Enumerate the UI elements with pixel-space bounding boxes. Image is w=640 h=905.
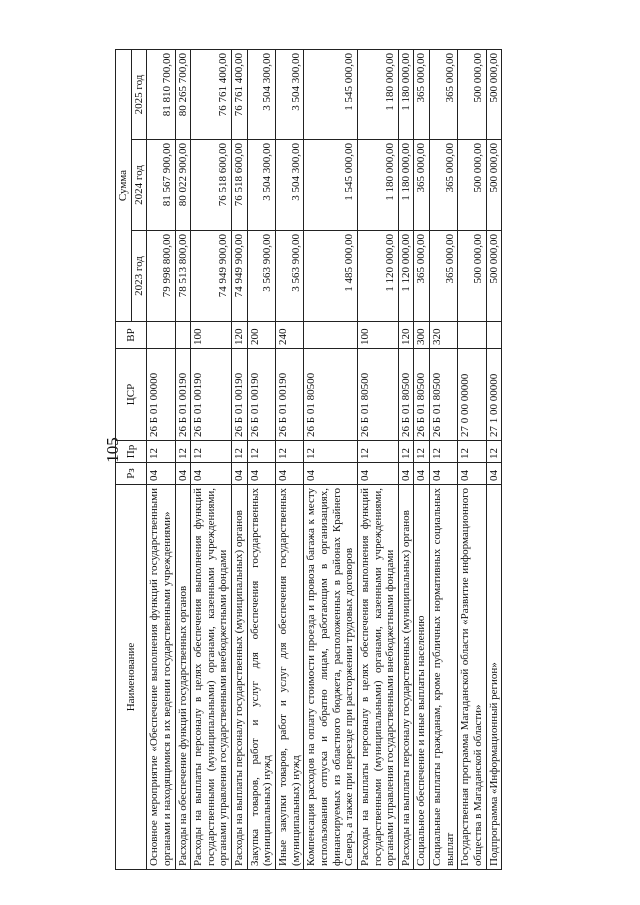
row-csr: 27 1 00 00000 (486, 349, 502, 441)
row-pr: 12 (175, 441, 191, 463)
row-2024: 81 567 900,00 (147, 140, 175, 231)
row-name: Подпрограмма «Информационный регион» (486, 485, 502, 870)
row-pr: 12 (430, 441, 458, 463)
row-vr (175, 322, 191, 349)
row-name: Компенсация расходов на оплату стоимости проезда и провоза багажа к месту использования отпуска и обратно лицам, работающим в организациях, финансируемых из областного бюджета, расположенных в районах Крайнего Севера, а также при переезде при расторжении трудовых договоров (304, 485, 358, 870)
table-row (175, 50, 191, 870)
row-rz: 04 (191, 463, 232, 485)
row-2024: 365 000,00 (430, 140, 458, 231)
row-2024: 76 518 600,00 (191, 140, 232, 231)
row-2023: 78 513 800,00 (175, 231, 191, 322)
row-csr: 26 Б 01 80500 (430, 349, 458, 441)
row-name: Закупка товаров, работ и услуг для обеспечения государственных (муниципальных) нужд (247, 485, 275, 870)
row-vr: 120 (398, 322, 414, 349)
row-csr: 26 Б 01 80500 (304, 349, 358, 441)
row-2024: 1 180 000,00 (398, 140, 414, 231)
row-vr: 240 (276, 322, 304, 349)
row-csr: 26 Б 01 00190 (175, 349, 191, 441)
table-row (247, 50, 275, 870)
row-pr: 12 (486, 441, 502, 463)
table-row (276, 50, 304, 870)
budget-table-rotated (115, 50, 605, 870)
row-2025: 3 504 300,00 (247, 50, 275, 140)
row-2023: 500 000,00 (458, 231, 486, 322)
table-row (147, 50, 175, 870)
row-name: Основное мероприятие «Обеспечение выполнения функций государственными органами и находящимися в их ведении государственными учреждениями» (147, 485, 175, 870)
row-rz: 04 (147, 463, 175, 485)
row-rz: 04 (398, 463, 414, 485)
table-row (414, 50, 430, 870)
row-2023: 79 998 800,00 (147, 231, 175, 322)
row-csr: 26 Б 01 80500 (398, 349, 414, 441)
row-rz: 04 (232, 463, 248, 485)
row-csr: 26 Б 01 00190 (247, 349, 275, 441)
table-row (430, 50, 458, 870)
row-2025: 365 000,00 (430, 50, 458, 140)
row-2025: 80 265 700,00 (175, 50, 191, 140)
row-name: Расходы на выплаты персоналу в целях обеспечения выполнения функций государственными (муниципальными) органами, казенными учреждениями, органами управления государственными внебюджетными фондами (357, 485, 398, 870)
row-2023: 3 563 900,00 (247, 231, 275, 322)
row-2023: 1 120 000,00 (357, 231, 398, 322)
row-pr: 12 (304, 441, 358, 463)
row-2025: 500 000,00 (458, 50, 486, 140)
row-2024: 80 022 900,00 (175, 140, 191, 231)
row-2024: 3 504 300,00 (247, 140, 275, 231)
row-csr: 26 Б 01 00000 (147, 349, 175, 441)
table-row (304, 50, 358, 870)
row-vr: 100 (191, 322, 232, 349)
row-name: Государственная программа Магаданской области «Развитие информационного общества в Магаданской области» (458, 485, 486, 870)
row-2025: 76 761 400,00 (191, 50, 232, 140)
budget-table (115, 49, 502, 870)
table-body (147, 50, 502, 870)
row-csr: 26 Б 01 00190 (191, 349, 232, 441)
row-2025: 1 180 000,00 (357, 50, 398, 140)
row-2023: 500 000,00 (486, 231, 502, 322)
row-2023: 74 949 900,00 (191, 231, 232, 322)
row-2024: 365 000,00 (414, 140, 430, 231)
row-pr: 12 (147, 441, 175, 463)
row-pr: 12 (398, 441, 414, 463)
row-pr: 12 (357, 441, 398, 463)
header-2023: 2023 год (131, 231, 147, 322)
header-2025: 2025 год (131, 50, 147, 140)
page-number: 105 (102, 437, 122, 463)
row-pr: 12 (232, 441, 248, 463)
row-vr (458, 322, 486, 349)
row-vr: 100 (357, 322, 398, 349)
row-2024: 500 000,00 (486, 140, 502, 231)
row-rz: 04 (430, 463, 458, 485)
row-2024: 1 180 000,00 (357, 140, 398, 231)
row-2023: 1 485 000,00 (304, 231, 358, 322)
row-2023: 74 949 900,00 (232, 231, 248, 322)
row-name: Расходы на обеспечение функций государственных органов (175, 485, 191, 870)
header-csr: ЦСР (116, 349, 147, 441)
table-row (398, 50, 414, 870)
row-csr: 26 Б 01 00190 (276, 349, 304, 441)
row-vr: 300 (414, 322, 430, 349)
row-rz: 04 (276, 463, 304, 485)
row-name: Социальное обеспечение и иные выплаты населению (414, 485, 430, 870)
row-vr (486, 322, 502, 349)
row-pr: 12 (276, 441, 304, 463)
row-csr: 27 0 00 00000 (458, 349, 486, 441)
row-name: Иные закупки товаров, работ и услуг для обеспечения государственных (муниципальных) нужд (276, 485, 304, 870)
row-2025: 3 504 300,00 (276, 50, 304, 140)
header-name: Наименование (116, 485, 147, 870)
table-row (232, 50, 248, 870)
row-csr: 26 Б 01 00190 (232, 349, 248, 441)
row-rz: 04 (247, 463, 275, 485)
row-rz: 04 (304, 463, 358, 485)
row-2025: 1 545 000,00 (304, 50, 358, 140)
table-row (191, 50, 232, 870)
row-name: Расходы на выплаты персоналу государственных (муниципальных) органов (232, 485, 248, 870)
row-vr (304, 322, 358, 349)
row-name: Расходы на выплаты персоналу государственных (муниципальных) органов (398, 485, 414, 870)
header-pr: Пр (116, 441, 147, 463)
row-2025: 1 180 000,00 (398, 50, 414, 140)
row-2023: 1 120 000,00 (398, 231, 414, 322)
row-rz: 04 (486, 463, 502, 485)
row-2024: 76 518 600,00 (232, 140, 248, 231)
row-rz: 04 (175, 463, 191, 485)
header-sum: Сумма (116, 50, 132, 322)
row-2024: 1 545 000,00 (304, 140, 358, 231)
row-vr: 200 (247, 322, 275, 349)
table-row (357, 50, 398, 870)
row-vr (147, 322, 175, 349)
row-rz: 04 (414, 463, 430, 485)
row-pr: 12 (247, 441, 275, 463)
row-csr: 26 Б 01 80500 (414, 349, 430, 441)
row-2025: 365 000,00 (414, 50, 430, 140)
row-name: Социальные выплаты гражданам, кроме публичных нормативных социальных выплат (430, 485, 458, 870)
table-row (458, 50, 486, 870)
row-2023: 365 000,00 (414, 231, 430, 322)
header-row-1 (116, 50, 132, 870)
header-rz: Рз (116, 463, 147, 485)
header-vr: ВР (116, 322, 147, 349)
row-pr: 12 (414, 441, 430, 463)
row-pr: 12 (191, 441, 232, 463)
row-2025: 81 810 700,00 (147, 50, 175, 140)
row-rz: 04 (357, 463, 398, 485)
row-2023: 365 000,00 (430, 231, 458, 322)
row-2024: 500 000,00 (458, 140, 486, 231)
row-vr: 320 (430, 322, 458, 349)
row-2025: 500 000,00 (486, 50, 502, 140)
row-name: Расходы на выплаты персоналу в целях обеспечения выполнения функций государственными (муниципальными) органами, казенными учреждениями, органами управления государственными внебюджетными фондами (191, 485, 232, 870)
row-pr: 12 (458, 441, 486, 463)
row-csr: 26 Б 01 80500 (357, 349, 398, 441)
table-row (486, 50, 502, 870)
row-vr: 120 (232, 322, 248, 349)
header-2024: 2024 год (131, 140, 147, 231)
row-2023: 3 563 900,00 (276, 231, 304, 322)
row-2024: 3 504 300,00 (276, 140, 304, 231)
row-rz: 04 (458, 463, 486, 485)
row-2025: 76 761 400,00 (232, 50, 248, 140)
